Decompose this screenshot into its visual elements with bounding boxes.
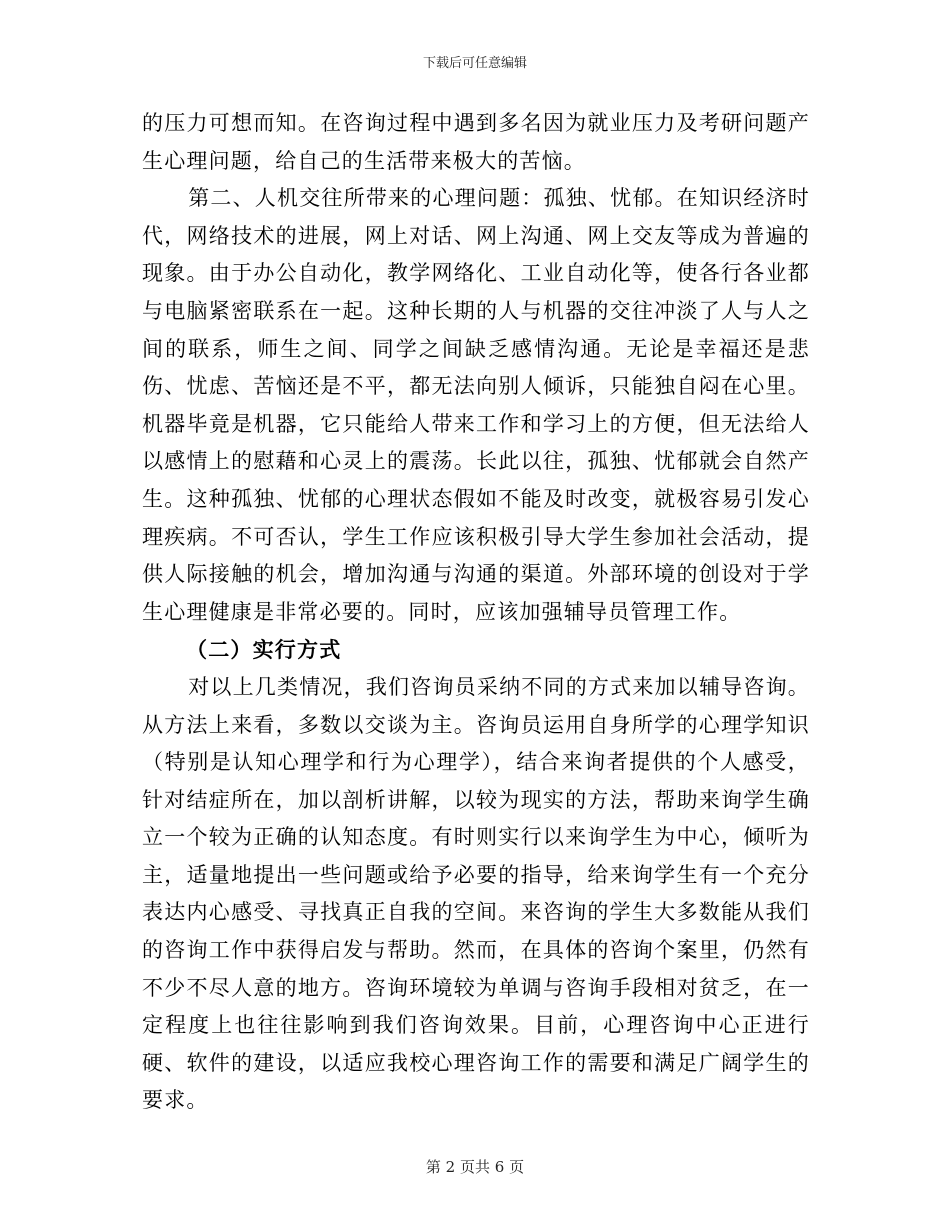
page-header: 下载后可任意编辑 (422, 56, 527, 71)
paragraph-continuation: 的压力可想而知。在咨询过程中遇到多名因为就业压力及考研问题产生心理问题，给自己的生活带来极大的苦恼。 (142, 111, 810, 173)
document-body (142, 105, 810, 1120)
page-footer: 第 2 页共 6 页 (425, 1158, 525, 1176)
paragraph-human-machine: 第二、人机交往所带来的心理问题：孤独、忧郁。在知识经济时代，网络技术的进展，网上对话、网上沟通、网上交友等成为普遍的现象。由于办公自动化，教学网络化、工业自动化等，使各行各业都与电脑紧密联系在一起。这种长期的人与机器的交往冲淡了人与人之间的联系，师生之间、同学之间缺乏感情沟通。无论是幸福还是悲伤、忧虑、苦恼还是不平，都无法向别人倾诉，只能独自闷在心里。机器毕竟是机器，它只能给人带来工作和学习上的方便，但无法给人以感情上的慰藉和心灵上的震荡。长此以往，孤独、忧郁就会自然产生。这种孤独、忧郁的心理状态假如不能及时改变，就极容易引发心理疾病。不可否认，学生工作应该积极引导大学生参加社会活动，提供人际接触的机会，增加沟通与沟通的渠道。外部环境的创设对于学生心理健康是非常必要的。同时，应该加强辅导员管理工作。 (142, 186, 810, 624)
section-heading: （二）实行方式 (186, 637, 342, 663)
paragraph-methods: 对以上几类情况，我们咨询员采纳不同的方式来加以辅导咨询。从方法上来看，多数以交谈为主。咨询员运用自身所学的心理学知识（特别是认知心理学和行为心理学），结合来询者提供的个人感受，针对结症所在，加以剖析讲解，以较为现实的方法，帮助来询学生确立一个较为正确的认知态度。有时则实行以来询学生为中心，倾听为主，适量地提出一些问题或给予必要的指导，给来询学生有一个充分表达内心感受、寻找真正自我的空间。来咨询的学生大多数能从我们的咨询工作中获得启发与帮助。然而，在具体的咨询个案里，仍然有不少不尽人意的地方。咨询环境较为单调与咨询手段相对贫乏，在一定程度上也往往影响到我们咨询效果。目前，心理咨询中心正进行硬、软件的建设，以适应我校心理咨询工作的需要和满足广阔学生的要求。 (142, 674, 810, 1113)
